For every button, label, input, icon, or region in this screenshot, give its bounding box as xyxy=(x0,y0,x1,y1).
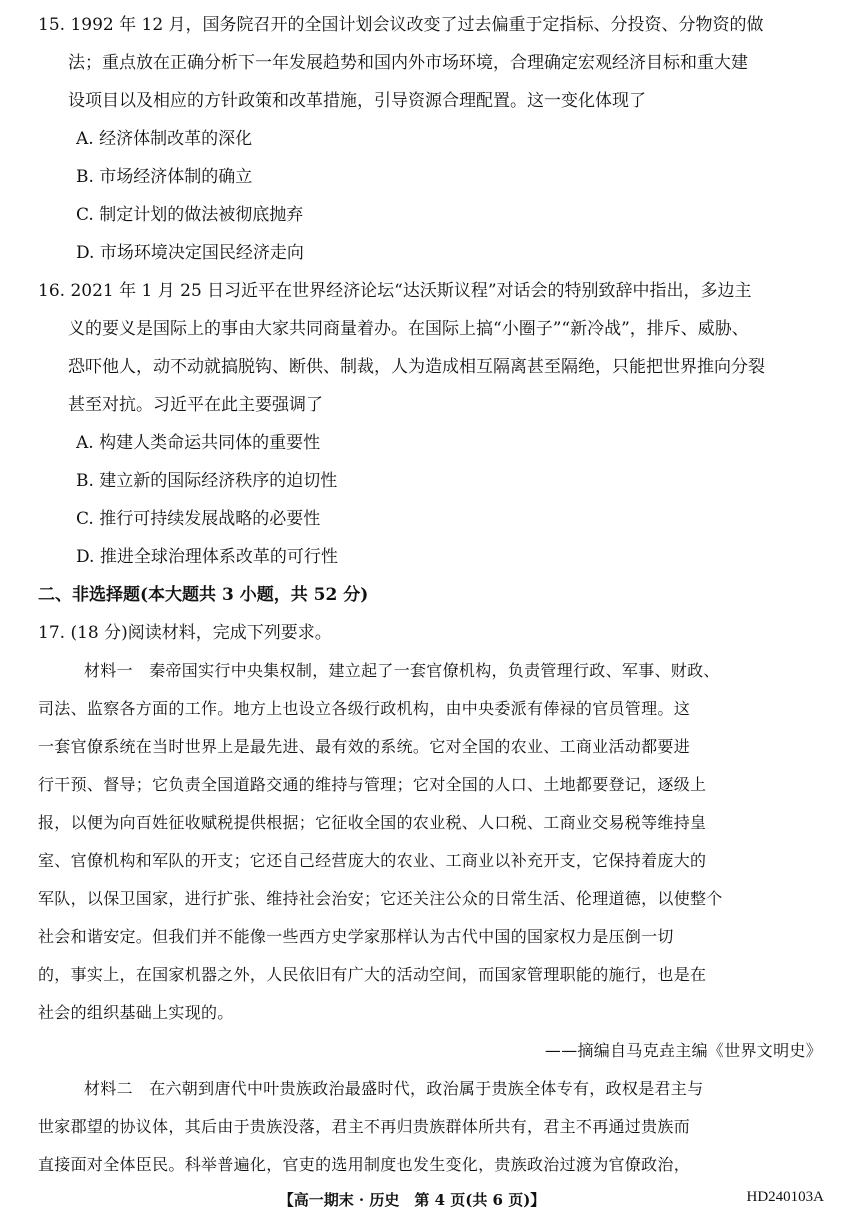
material-one-line: 军队，以保卫国家，进行扩张、维持社会治安；它还关注公众的日常生活、伦理道德，以使整个 xyxy=(38,889,723,908)
material-two-line: 直接面对全体臣民。科举普遍化，官吏的选用制度也发生变化，贵族政治过渡为官僚政治， xyxy=(38,1155,691,1174)
question-15 xyxy=(38,6,824,272)
material-one-line: 材料一 秦帝国实行中央集权制，建立起了一套官僚机构，负责管理行政、军事、财政、 xyxy=(84,661,720,680)
question-16-line-1: 16. 2021 年 1 月 25 日习近平在世界经济论坛“达沃斯议程”对话会的特别致辞中指出，多边主 xyxy=(38,281,752,301)
material-one-line: 社会和谐安定。但我们并不能像一些西方史学家那样认为古代中国的国家权力是压倒一切 xyxy=(38,927,674,946)
material-two-line: 世家郡望的协议体，其后由于贵族没落，君主不再归贵族群体所共有，君主不再通过贵族而 xyxy=(38,1117,691,1136)
question-16 xyxy=(38,272,824,576)
material-two xyxy=(38,1070,824,1184)
material-two-line: 材料二 在六朝到唐代中叶贵族政治最盛时代，政治属于贵族全体专有，政权是君主与 xyxy=(84,1079,704,1098)
material-one-line: 报，以便为向百姓征收赋税提供根据；它征收全国的农业税、人口税、工商业交易税等维持皇 xyxy=(38,813,707,832)
question-15-line-1: 15. 1992 年 12 月，国务院召开的全国计划会议改变了过去偏重于定指标、分投资、分物资的做 xyxy=(38,15,764,35)
page-footer xyxy=(0,1189,824,1213)
exam-page xyxy=(38,6,824,1184)
question-16-line-4: 甚至对抗。习近平在此主要强调了 xyxy=(68,395,323,415)
material-one-line: 行干预、督导；它负责全国道路交通的维持与管理；它对全国的人口、土地都要登记，逐级上 xyxy=(38,775,707,794)
question-16-option-c: C. 推行可持续发展战略的必要性 xyxy=(76,509,321,529)
question-15-option-c: C. 制定计划的做法被彻底抛弃 xyxy=(76,205,304,225)
question-16-option-d: D. 推进全球治理体系改革的可行性 xyxy=(76,547,338,567)
section-heading: 二、非选择题(本大题共 3 小题，共 52 分) xyxy=(38,585,369,605)
material-one-line: 室、官僚机构和军队的开支；它还自己经营庞大的农业、工商业以补充开支，它保持着庞大的 xyxy=(38,851,707,870)
question-17-stem: 17. (18 分)阅读材料，完成下列要求。 xyxy=(38,623,332,643)
footer-exam-code: HD240103A xyxy=(746,1189,824,1205)
question-17 xyxy=(38,614,824,1184)
question-15-line-2: 法；重点放在正确分析下一年发展趋势和国内外市场环境，合理确定宏观经济目标和重大建 xyxy=(68,53,748,73)
material-one-line: 一套官僚系统在当时世界上是最先进、最有效的系统。它对全国的农业、工商业活动都要进 xyxy=(38,737,691,756)
question-15-line-3: 设项目以及相应的方针政策和改革措施，引导资源合理配置。这一变化体现了 xyxy=(68,91,646,111)
question-16-option-a: A. 构建人类命运共同体的重要性 xyxy=(76,433,321,453)
question-15-option-d: D. 市场环境决定国民经济走向 xyxy=(76,243,304,263)
material-one-line: 社会的组织基础上实现的。 xyxy=(38,1003,234,1022)
question-16-option-b: B. 建立新的国际经济秩序的迫切性 xyxy=(76,471,338,491)
question-15-option-b: B. 市场经济体制的确立 xyxy=(76,167,253,187)
material-one-source: ——摘编自马克垚主编《世界文明史》 xyxy=(544,1041,822,1060)
footer-page-info: 【高一期末 · 历史 第 4 页(共 6 页)】 xyxy=(278,1191,546,1209)
material-one xyxy=(38,652,824,1070)
material-one-line: 司法、监察各方面的工作。地方上也设立各级行政机构，由中央委派有俸禄的官员管理。这 xyxy=(38,699,691,718)
material-one-line: 的，事实上，在国家机器之外，人民依旧有广大的活动空间，而国家管理职能的施行，也是在 xyxy=(38,965,707,984)
question-16-line-3: 恐吓他人，动不动就搞脱钩、断供、制裁，人为造成相互隔离甚至隔绝，只能把世界推向分裂 xyxy=(68,357,765,377)
question-15-option-a: A. 经济体制改革的深化 xyxy=(76,129,253,149)
question-16-line-2: 义的要义是国际上的事由大家共同商量着办。在国际上搞“小圈子”“新冷战”，排斥、威胁、 xyxy=(68,319,749,339)
